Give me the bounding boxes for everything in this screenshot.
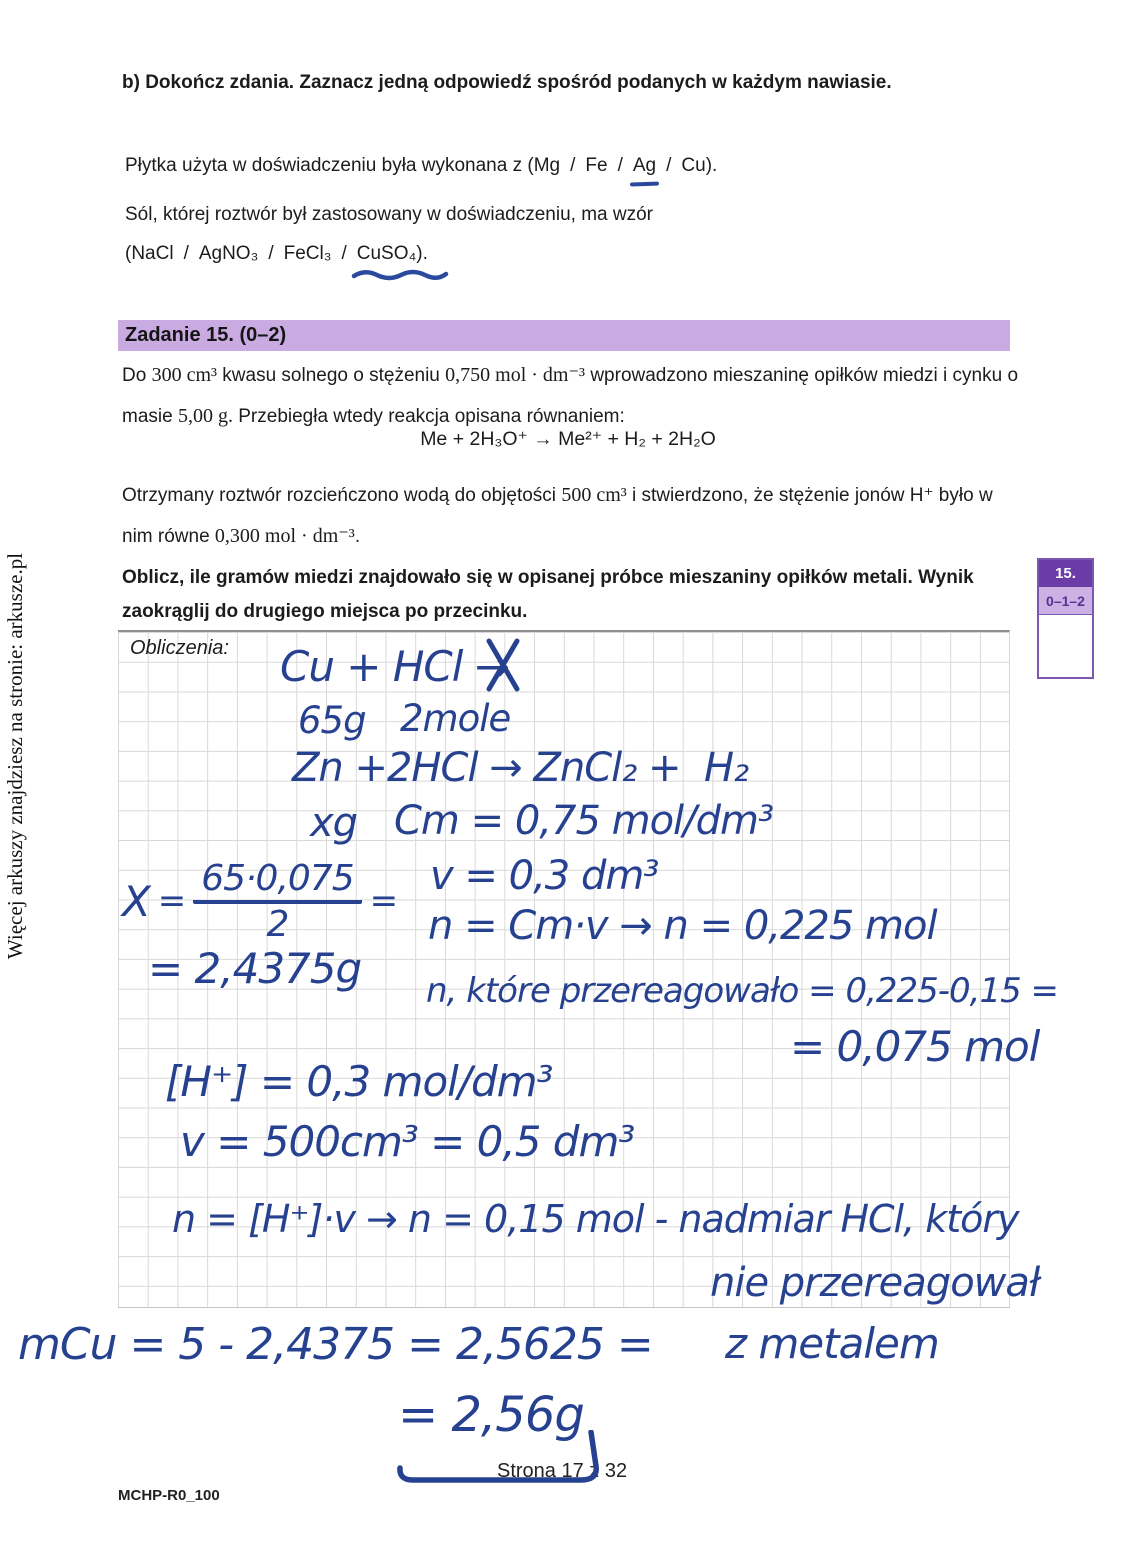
option-fecl3: FeCl₃ [283, 243, 332, 264]
hw-volume-03dm3: v = 0,3 dm³ [430, 853, 659, 899]
hw-mass-65g: 65g [298, 699, 366, 742]
p1-value-concentration: 0,750 mol · dm⁻³ [445, 364, 586, 386]
hw-zn-hcl-equation: Zn +2HCl → ZnCl₂ + H₂ [292, 745, 749, 791]
hw-n-reacted: n, które przereagowało = 0,225-0,15 = [426, 971, 1059, 1011]
score-box-points-scale: 0–1–2 [1039, 587, 1092, 615]
option-fe: Fe [585, 155, 608, 176]
p2-text: Otrzymany roztwór rozcieńczono wodą do objętości [122, 485, 562, 506]
hw-n-cmv: n = Cm·v → n = 0,225 mol [428, 903, 937, 949]
hw-cu-hcl-no-reaction [280, 642, 509, 691]
exam-sheet-code: MCHP-R0_100 [118, 1487, 220, 1504]
hw-h-concentration: [H⁺] = 0,3 mol/dm³ [165, 1057, 553, 1106]
pen-bracket-underline-mark [395, 1430, 610, 1488]
score-box-empty-cell [1039, 615, 1092, 677]
hw-final-result: = 2,56g [398, 1387, 584, 1443]
cross-strike-icon [481, 637, 525, 693]
option-cu: Cu [681, 155, 706, 176]
option-ag-label: Ag [632, 155, 657, 176]
task-15-instruction: Oblicz, ile gramów miedzi znajdowało się w opisanej próbce mieszaniny opiłków metali. Wynik zaokrąglij do drugiego miejsca po przecinku. [122, 567, 974, 622]
hw-frac-equals: = [369, 880, 398, 921]
sidebar-watermark-text: Więcej arkuszy znajdziesz na stronie: arkusze.pl [3, 552, 27, 960]
hw-xg: xg [310, 800, 358, 846]
calculations-label: Obliczenia: [130, 637, 229, 659]
hw-0075mol: = 0,075 mol [790, 1022, 1040, 1071]
sentence2-suffix: ). [416, 243, 428, 264]
sentence1-prefix: Płytka użyta w doświadczeniu była wykonana z ( [125, 155, 534, 176]
hw-cu-hcl-text: Cu + HCl [280, 642, 475, 691]
score-box-task-number: 15. [1039, 560, 1092, 587]
option-separator: / [341, 243, 347, 264]
p1-text: Przebiegła wtedy reakcja opisana równaniem: [232, 406, 625, 427]
option-separator: / [617, 155, 623, 176]
option-separator: / [570, 155, 576, 176]
hw-2-moles: 2mole [400, 697, 511, 740]
hw-not-reacted: nie przereagował [710, 1260, 1040, 1306]
hw-mcu-calculation: mCu = 5 - 2,4375 = 2,5625 = [18, 1319, 653, 1370]
hw-fraction [193, 860, 361, 944]
option-cuso4-selected [357, 243, 417, 265]
option-nacl: NaCl [131, 243, 174, 264]
p2-value-volume: 500 cm³ [561, 484, 627, 506]
sentence-salt-formula: Sól, której roztwór był zastosowany w doświadczeniu, ma wzór [125, 204, 653, 225]
hw-with-metal: z metalem [725, 1319, 939, 1368]
task-15-header-bar: Zadanie 15. (0–2) [118, 320, 1010, 351]
task-15-paragraph-1 [122, 355, 1022, 437]
option-separator: / [183, 243, 189, 264]
hw-cm-concentration: Cm = 0,75 mol/dm³ [394, 798, 774, 844]
p1-value-mass: 5,00 g. [177, 405, 233, 427]
pen-wavy-underline-mark [351, 266, 449, 284]
p1-text: wprowadzono mieszaninę opiłków miedzi i cynku o masie [122, 365, 1019, 427]
option-separator: / [666, 155, 672, 176]
hw-frac-numerator: 65·0,075 [193, 860, 361, 904]
p1-value-volume: 300 cm³ [151, 364, 218, 386]
score-box [1037, 558, 1094, 679]
option-agno3: AgNO₃ [198, 243, 259, 264]
hw-volume-500cm3: v = 500cm³ = 0,5 dm³ [180, 1117, 635, 1166]
p2-value-concentration: 0,300 mol · dm⁻³ [214, 525, 355, 547]
sentence2-prefix: ( [125, 243, 132, 264]
option-separator: / [268, 243, 274, 264]
hw-frac-lhs: X [122, 876, 150, 926]
p2-text: i stwierdzono, że stężenie jonów H⁺ było w nim równe [122, 485, 993, 547]
hw-frac-result: = 2,4375g [148, 944, 362, 993]
p1-text: Do [122, 365, 152, 386]
p2-text: . [354, 526, 361, 547]
section-b-heading: b) Dokończ zdania. Zaznacz jedną odpowiedź spośród podanych w każdym nawiasie. [122, 72, 892, 93]
hw-crossed-arrow [474, 642, 509, 691]
p1-text: kwasu solnego o stężeniu [217, 365, 446, 386]
option-cuso4-label: CuSO₄ [356, 243, 417, 264]
salt-options-line [125, 243, 1025, 265]
hw-n-excess-hcl: n = [H⁺]·v → n = 0,15 mol - nadmiar HCl, który [172, 1197, 1019, 1241]
option-mg: Mg [533, 155, 561, 176]
reaction-equation: Me + 2H₃O⁺ → Me²⁺ + H₂ + 2H₂O [420, 428, 716, 450]
sentence-plate-material [125, 155, 1025, 177]
hw-frac-equals: = [157, 880, 186, 921]
arrow-icon: → [474, 642, 509, 691]
page-indicator: Strona 17 z 32 [497, 1460, 628, 1482]
hw-frac-denominator: 2 [266, 903, 289, 945]
sentence1-suffix: ). [705, 155, 718, 176]
option-ag-selected [633, 155, 656, 177]
pen-underline-mark [630, 181, 659, 186]
task-15-paragraph-2 [122, 475, 1022, 557]
hw-fraction-x [122, 860, 397, 944]
